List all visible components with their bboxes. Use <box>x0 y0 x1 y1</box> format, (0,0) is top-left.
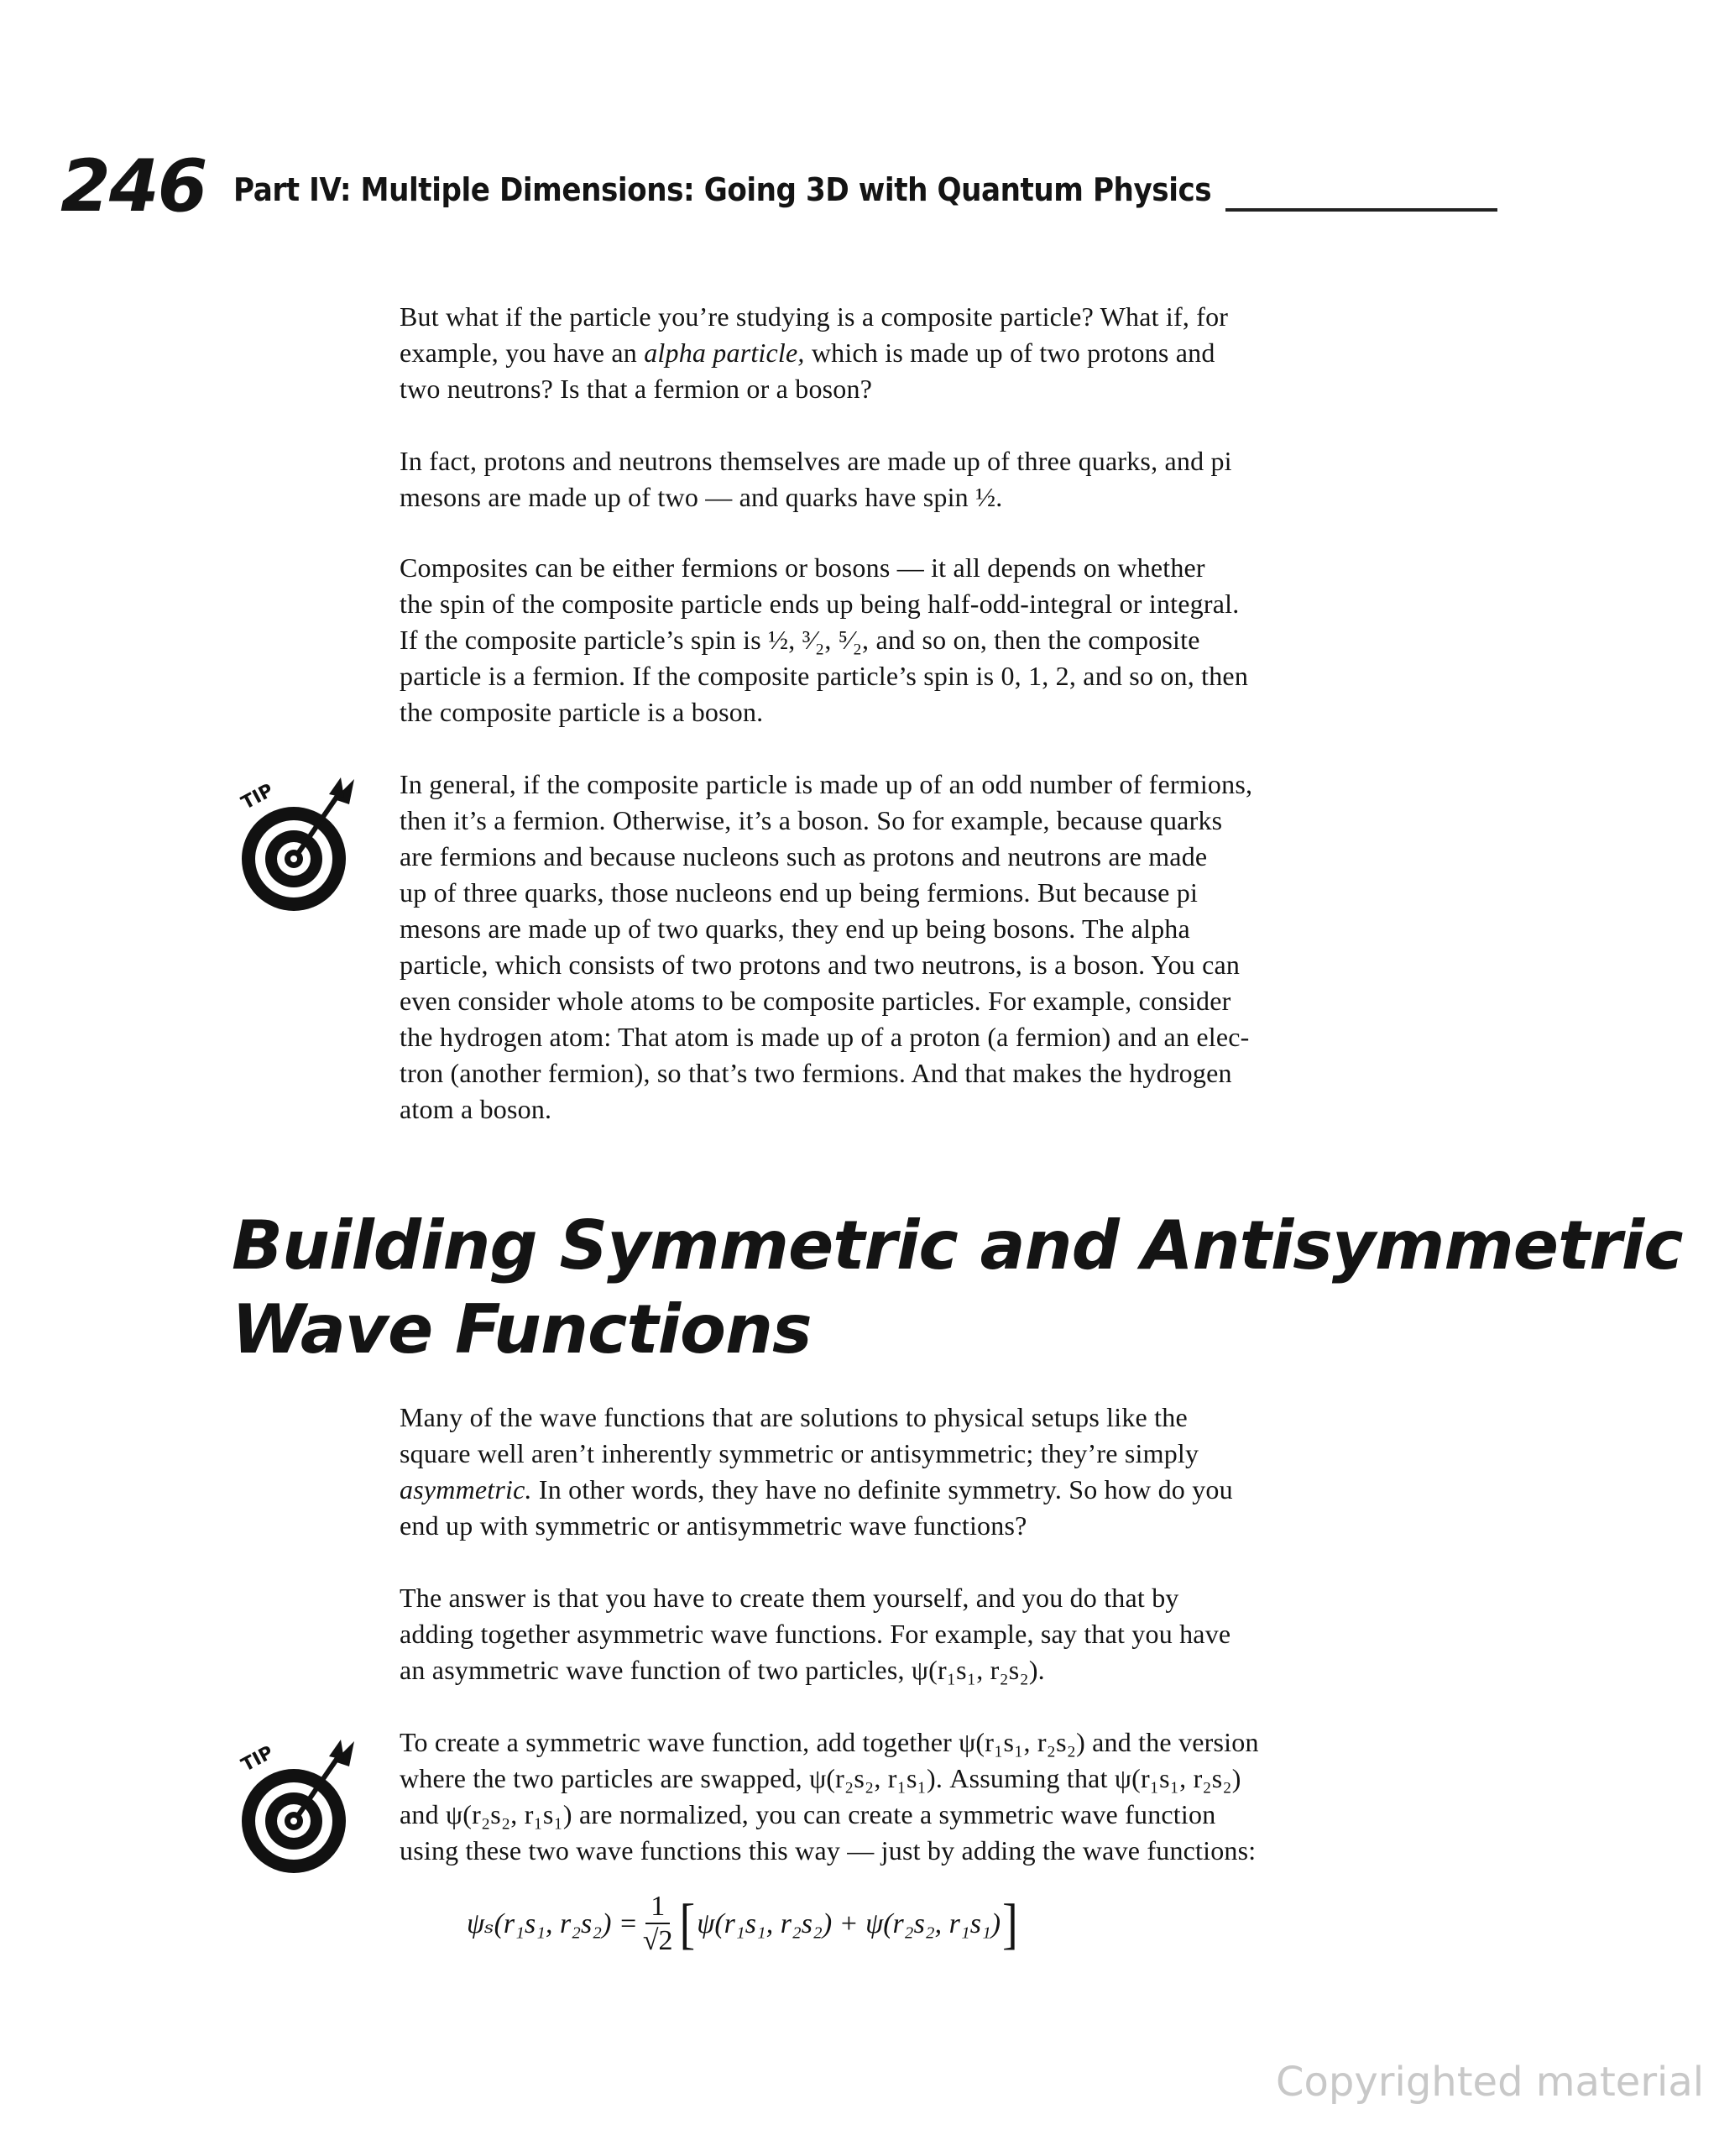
text-line: using these two wave functions this way — just by adding the wave functions: <box>400 1835 1257 1866</box>
text-line: two neutrons? Is that a fermion or a boson? <box>400 374 873 404</box>
text-line: In general, if the composite particle is made up of an odd number of fermions, <box>400 769 1253 799</box>
text-line: and ψ(r₂s₂, r₁s₁) are normalized, you can create a symmetric wave function <box>400 1799 1216 1829</box>
page-number: 246 <box>60 144 206 228</box>
text-line: the hydrogen atom: That atom is made up of a proton (a fermion) and an elec- <box>400 1022 1250 1052</box>
text-line: But what if the particle you’re studying is a composite particle? What if, for <box>400 301 1229 332</box>
text-line: are fermions and because nucleons such as protons and neutrons are made <box>400 841 1208 871</box>
text-line: the composite particle is a boson. <box>400 697 764 727</box>
tip-target-icon <box>228 1724 363 1884</box>
copyright-watermark: Copyrighted material <box>1276 2059 1705 2106</box>
text-line: particle is a fermion. If the composite particle’s spin is 0, 1, 2, and so on, then <box>400 661 1249 691</box>
text-line: the spin of the composite particle ends up being half-odd-integral or integral. <box>400 589 1240 619</box>
equation-fraction <box>643 1891 673 1958</box>
paragraph-composites <box>400 550 1491 730</box>
text-line: where the two particles are swapped, ψ(r₂s₂, r₁s₁). Assuming that ψ(r₁s₁, r₂s₂) <box>400 1763 1241 1793</box>
text-line: mesons are made up of two quarks, they end up being bosons. The alpha <box>400 913 1190 944</box>
text-line: tron (another fermion), so that’s two fermions. And that makes the hydrogen <box>400 1058 1232 1088</box>
emphasis-term: asymmetric. <box>400 1474 532 1504</box>
text-line: The answer is that you have to create them yourself, and you do that by <box>400 1583 1179 1613</box>
emphasis-term: alpha particle, <box>644 338 805 368</box>
bracket-open: [ <box>679 1892 696 1956</box>
symmetric-wave-equation <box>467 1882 1020 1966</box>
text-line: mesons are made up of two — and quarks have spin ½. <box>400 482 1003 512</box>
text-line: then it’s a fermion. Otherwise, it’s a boson. So for example, because quarks <box>400 805 1223 835</box>
text-line: particle, which consists of two protons and two neutrons, is a boson. You can <box>400 950 1241 980</box>
running-head <box>60 144 1497 228</box>
equation-lhs: ψₛ(r₁s₁, r₂s₂) = <box>467 1908 638 1939</box>
text-line: square well aren’t inherently symmetric or antisymmetric; they’re simply <box>400 1438 1199 1468</box>
bracket-close: ] <box>1002 1892 1018 1956</box>
text-line: Many of the wave functions that are solutions to physical setups like the <box>400 1402 1188 1432</box>
paragraph-composite-question <box>400 299 1491 407</box>
fraction-denominator: √2 <box>642 1925 673 1956</box>
text-line: atom a boson. <box>400 1094 552 1124</box>
equation-rhs: ψ(r₁s₁, r₂s₂) + ψ(r₂s₂, r₁s₁) <box>697 1908 1001 1939</box>
paragraph-asymmetric <box>400 1400 1491 1544</box>
paragraph-quarks <box>400 443 1491 515</box>
heading-line: Building Symmetric and Antisymmetric <box>232 1206 1683 1285</box>
running-title: Part IV: Multiple Dimensions: Going 3D with Quantum Physics <box>233 171 1212 208</box>
fraction-numerator: 1 <box>645 1891 670 1924</box>
section-heading <box>232 1204 1683 1372</box>
heading-line: Wave Functions <box>232 1290 812 1368</box>
text-line: To create a symmetric wave function, add together ψ(r₁s₁, r₂s₂) and the version <box>400 1727 1259 1757</box>
paragraph-symmetric-construction <box>400 1724 1491 1869</box>
header-rule <box>1225 208 1497 212</box>
text-line: Composites can be either fermions or bosons — it all depends on whether <box>400 552 1205 583</box>
text-line: If the composite particle’s spin is ½, ³⁄₂, ⁵⁄₂, and so on, then the composite <box>400 625 1200 655</box>
text-line: end up with symmetric or antisymmetric wave functions? <box>400 1510 1027 1541</box>
paragraph-general-rule <box>400 767 1491 1128</box>
tip-label: TIP <box>238 1742 278 1777</box>
text-line: up of three quarks, those nucleons end up being fermions. But because pi <box>400 877 1199 908</box>
text-line: an asymmetric wave function of two particles, ψ(r₁s₁, r₂s₂). <box>400 1655 1045 1685</box>
tip-target-icon <box>228 762 363 922</box>
text-line: adding together asymmetric wave functions. For example, say that you have <box>400 1619 1231 1649</box>
text-line: asymmetric. In other words, they have no definite symmetry. So how do you <box>400 1474 1233 1504</box>
paragraph-create-them <box>400 1580 1491 1688</box>
text-line: even consider whole atoms to be composite particles. For example, consider <box>400 986 1231 1016</box>
text-line: example, you have an alpha particle, which is made up of two protons and <box>400 338 1215 368</box>
text-line: In fact, protons and neutrons themselves are made up of three quarks, and pi <box>400 446 1232 476</box>
tip-label: TIP <box>238 780 278 814</box>
